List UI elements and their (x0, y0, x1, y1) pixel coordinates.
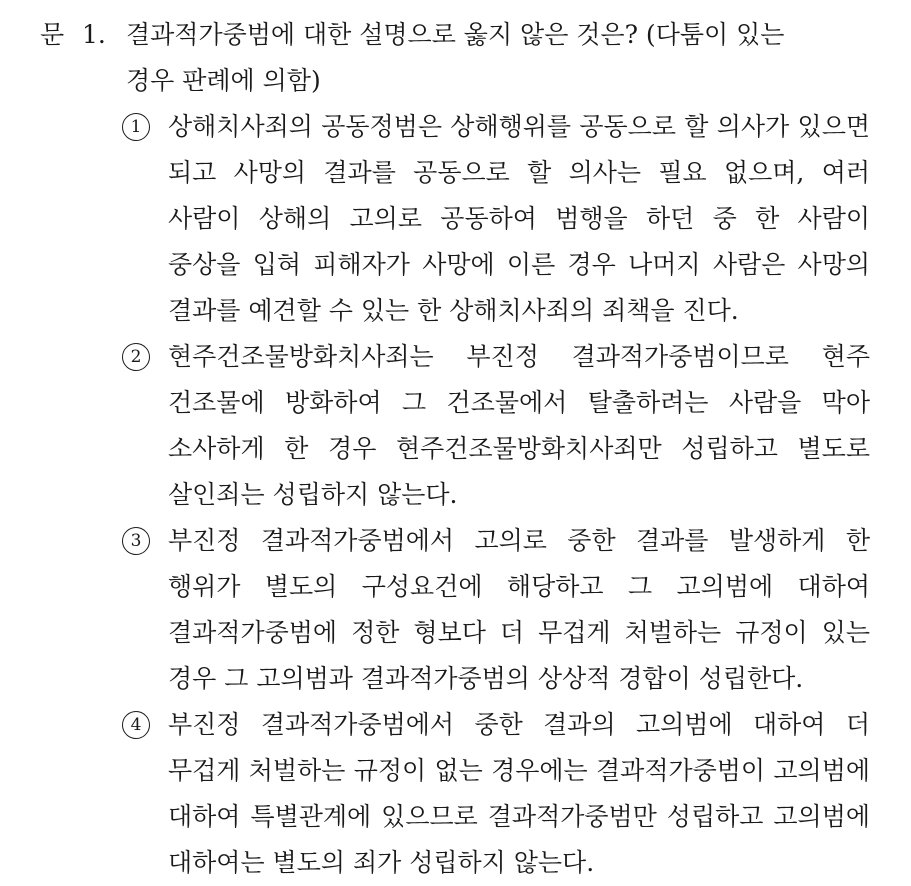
circled-number-icon: 4 (122, 711, 150, 739)
option-text-2 (168, 334, 870, 518)
question-stem (40, 12, 870, 104)
option-line: 상해치사죄의 공동정범은 상해행위를 공동으로 할 의사가 있으면 (168, 112, 870, 141)
question-stem-text-1: 결과적가중범에 대한 설명으로 옳지 않은 것은? (다툼이 있는 (126, 20, 785, 49)
option-text-4 (168, 702, 870, 886)
answer-option-3[interactable] (122, 518, 870, 702)
option-line: 경우 그 고의범과 결과적가중범의 상상적 경합이 성립한다. (168, 664, 804, 693)
option-marker-3 (122, 518, 166, 564)
circled-number-icon: 1 (122, 113, 150, 141)
question-stem-text-2: 경우 판례에 의함) (126, 66, 321, 95)
option-marker-1 (122, 104, 166, 150)
option-line: 대하여 특별관계에 있으므로 결과적가중범만 성립하고 고의범에 (168, 802, 870, 831)
circled-number-icon: 2 (122, 343, 150, 371)
option-text-3 (168, 518, 870, 702)
option-line: 행위가 별도의 구성요건에 해당하고 그 고의범에 대하여 (168, 572, 870, 601)
answer-option-1[interactable] (122, 104, 870, 334)
question-stem-line-2 (40, 58, 870, 104)
option-line: 결과를 예견할 수 있는 한 상해치사죄의 죄책을 진다. (168, 296, 739, 325)
option-line: 부진정 결과적가중범에서 고의로 중한 결과를 발생하게 한 (168, 526, 870, 555)
question-prefix: 문 (40, 20, 65, 49)
answer-options (122, 104, 870, 886)
question-number: 1. (82, 20, 106, 49)
option-line: 결과적가중범에 정한 형보다 더 무겁게 처벌하는 규정이 있는 (168, 618, 870, 647)
option-marker-2 (122, 334, 166, 380)
option-line: 무겁게 처벌하는 규정이 없는 경우에는 결과적가중범이 고의범에 (168, 756, 870, 785)
option-line: 중상을 입혀 피해자가 사망에 이른 경우 나머지 사람은 사망의 (168, 250, 870, 279)
option-line: 되고 사망의 결과를 공동으로 할 의사는 필요 없으며, 여러 (168, 158, 870, 187)
option-line: 현주건조물방화치사죄는 부진정 결과적가중범이므로 현주 (168, 342, 870, 371)
option-line: 부진정 결과적가중범에서 중한 결과의 고의범에 대하여 더 (168, 710, 870, 739)
option-line: 사람이 상해의 고의로 공동하여 범행을 하던 중 한 사람이 (168, 204, 870, 233)
option-text-1 (168, 104, 870, 334)
option-line: 대하여는 별도의 죄가 성립하지 않는다. (168, 848, 595, 877)
answer-option-2[interactable] (122, 334, 870, 518)
question-stem-line-1 (40, 12, 870, 58)
option-line: 살인죄는 성립하지 않는다. (168, 480, 458, 509)
circled-number-icon: 3 (122, 527, 150, 555)
option-line: 건조물에 방화하여 그 건조물에서 탈출하려는 사람을 막아 (168, 388, 870, 417)
answer-option-4[interactable] (122, 702, 870, 886)
option-marker-4 (122, 702, 166, 748)
option-line: 소사하게 한 경우 현주건조물방화치사죄만 성립하고 별도로 (168, 434, 870, 463)
